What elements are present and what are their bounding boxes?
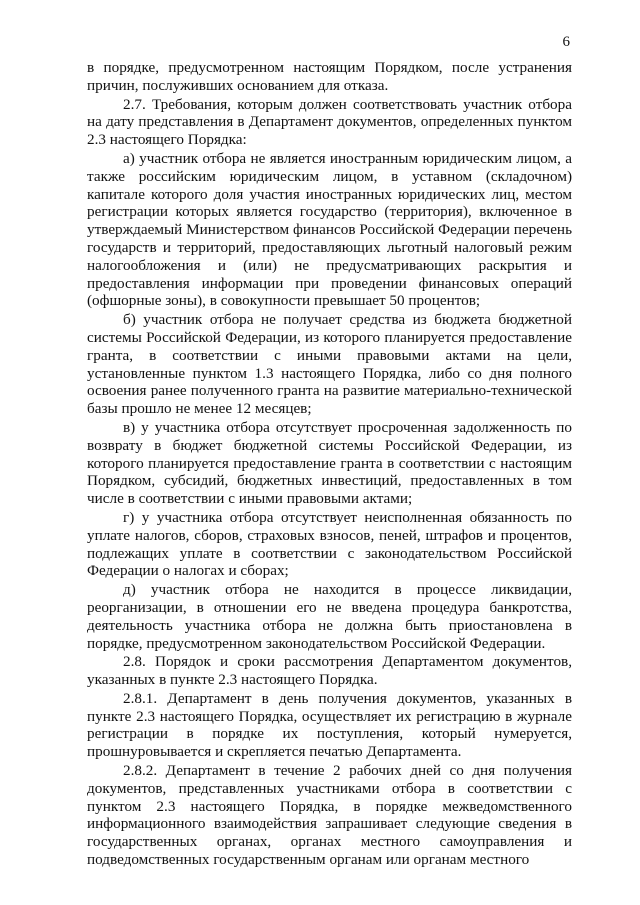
paragraph-2-8-2: 2.8.2. Департамент в течение 2 рабочих дней со дня получения документов, представленных участниками отбора в соответствии с пунктом 2.3 настоящего Порядка, в порядке межведомственного информационного взаимодействия запрашивает следующие сведения в государственных органах, органах местного самоуправления и подведомственных государственным органам или органам местного — [87, 762, 572, 869]
document-body — [87, 59, 572, 869]
paragraph-continuation: в порядке, предусмотренном настоящим Порядком, после устранения причин, послуживших основанием для отказа. — [87, 59, 572, 94]
paragraph-item-a: а) участник отбора не является иностранным юридическим лицом, а также российским юридическим лицом, в уставном (складочном) капитале которого доля участия иностранных юридических лиц, местом регистрации которых является государство (территория), включенное в утверждаемый Министерством финансов Российской Федерации перечень государств и территорий, предоставляющих льготный налоговый режим налогообложения и (или) не предусматривающих раскрытия и предоставления информации при проведении финансовых операций (офшорные зоны), в совокупности превышает 50 процентов; — [87, 149, 572, 310]
paragraph-item-g: г) у участника отбора отсутствует неисполненная обязанность по уплате налогов, сборов, страховых взносов, пеней, штрафов и процентов, подлежащих уплате в соответствии с законодательством Российской Федерации о налогах и сборах; — [87, 508, 572, 580]
paragraph-2-8: 2.8. Порядок и сроки рассмотрения Департаментом документов, указанных в пункте 2.3 настоящего Порядка. — [87, 653, 572, 689]
paragraph-item-v: в) у участника отбора отсутствует просроченная задолженность по возврату в бюджет бюджетной системы Российской Федерации, из которого планируется предоставление гранта в соответствии с настоящим Порядком, субсидий, бюджетных инвестиций, предоставленных в том числе в соответствии с иными правовыми актами; — [87, 418, 572, 508]
page-number: 6 — [562, 34, 570, 50]
paragraph-2-8-1: 2.8.1. Департамент в день получения документов, указанных в пункте 2.3 настоящего Порядка, осуществляет их регистрацию в журнале регистрации в порядке их поступления, который нумеруется, прошнуровывается и скрепляется печатью Департамента. — [87, 689, 572, 761]
paragraph-item-d: д) участник отбора не находится в процессе ликвидации, реорганизации, в отношении его не введена процедура банкротства, деятельность участника отбора не должна быть приостановлена в порядке, предусмотренном законодательством Российской Федерации. — [87, 581, 572, 652]
paragraph-2-7: 2.7. Требования, которым должен соответствовать участник отбора на дату представления в Департамент документов, определенных пунктом 2.3 настоящего Порядка: — [87, 95, 572, 149]
paragraph-item-b: б) участник отбора не получает средства из бюджета бюджетной системы Российской Федерации, из которого планируется предоставление гранта, в соответствии с иными правовыми актами на цели, установленные пунктом 1.3 настоящего Порядка, либо со дня полного освоения ранее полученного гранта на развитие материально-технической базы прошло не менее 12 месяцев; — [87, 311, 572, 418]
